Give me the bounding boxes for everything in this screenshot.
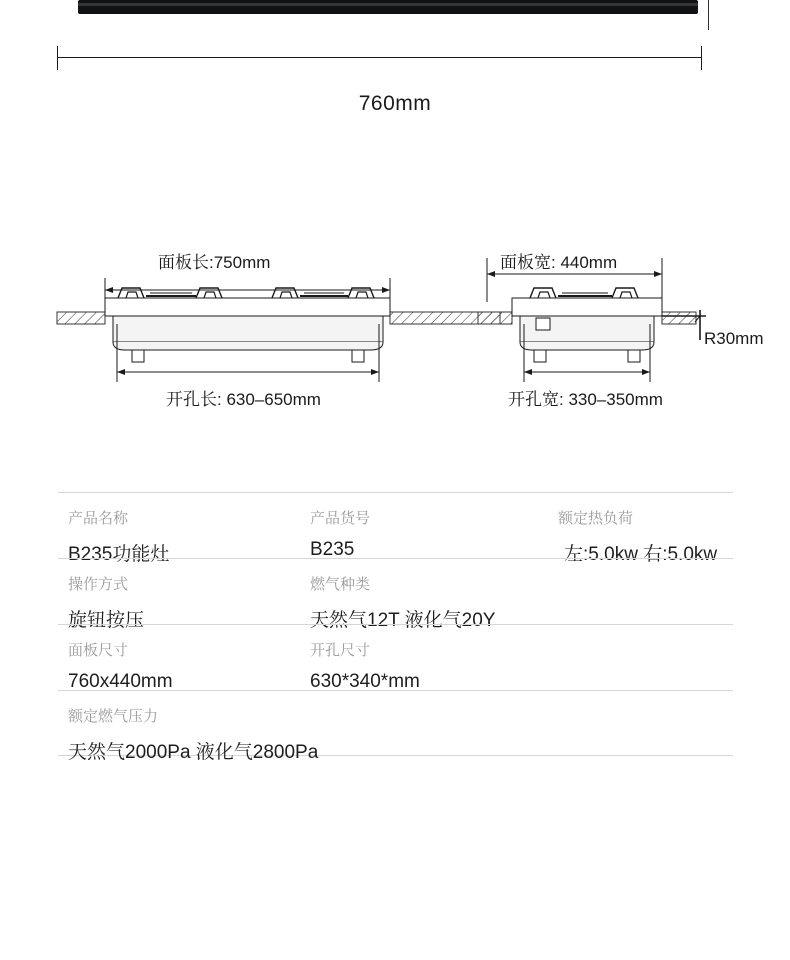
spec-label: 开孔尺寸 xyxy=(310,642,371,659)
product-top-edge-highlight xyxy=(78,3,698,6)
spec-value: B235 xyxy=(310,539,355,560)
spec-label: 燃气种类 xyxy=(310,576,371,593)
panel-width-label: 面板宽: 440mm xyxy=(500,253,618,272)
overall-width-dimension-line xyxy=(57,46,702,68)
table-row xyxy=(58,624,733,690)
cutout-length-label: 开孔长: 630–650mm xyxy=(166,390,321,409)
table-row xyxy=(58,492,733,565)
spec-value: 天然气12T 液化气20Y xyxy=(310,610,496,631)
spec-value: 旋钮按压 xyxy=(68,610,145,631)
dimension-line xyxy=(57,57,702,58)
panel-length-label: 面板长:750mm xyxy=(158,253,271,272)
dimension-tick-left xyxy=(57,46,58,70)
technical-drawing xyxy=(0,230,790,430)
product-right-edge-line xyxy=(692,0,709,30)
cutout-width-label: 开孔宽: 330–350mm xyxy=(508,390,663,409)
spec-label: 产品货号 xyxy=(310,510,371,527)
spec-cell xyxy=(68,705,318,764)
spec-label: 面板尺寸 xyxy=(68,642,129,659)
spec-label: 额定燃气压力 xyxy=(68,708,159,725)
spec-value: 630*340*mm xyxy=(310,671,420,692)
table-row xyxy=(58,558,733,631)
spec-cell xyxy=(310,639,420,693)
spec-label: 产品名称 xyxy=(68,510,129,527)
specification-table xyxy=(58,492,733,763)
spec-cell xyxy=(68,639,173,693)
product-top-edge-image xyxy=(78,0,698,14)
corner-radius-label: R30mm xyxy=(704,329,764,348)
drawing-svg xyxy=(0,230,790,430)
spec-label: 操作方式 xyxy=(68,576,129,593)
spec-value: 左:5.0kw 右:5.0kw xyxy=(564,544,718,565)
overall-width-label: 760mm xyxy=(358,92,432,115)
dimension-tick-right xyxy=(701,46,702,70)
spec-value: 760x440mm xyxy=(68,671,173,692)
spec-value: 天然气2000Pa 液化气2800Pa xyxy=(68,742,319,763)
spec-value: B235功能灶 xyxy=(68,544,170,565)
spec-cell xyxy=(310,507,370,561)
spec-label: 额定热负荷 xyxy=(558,510,634,527)
table-row xyxy=(58,690,733,763)
